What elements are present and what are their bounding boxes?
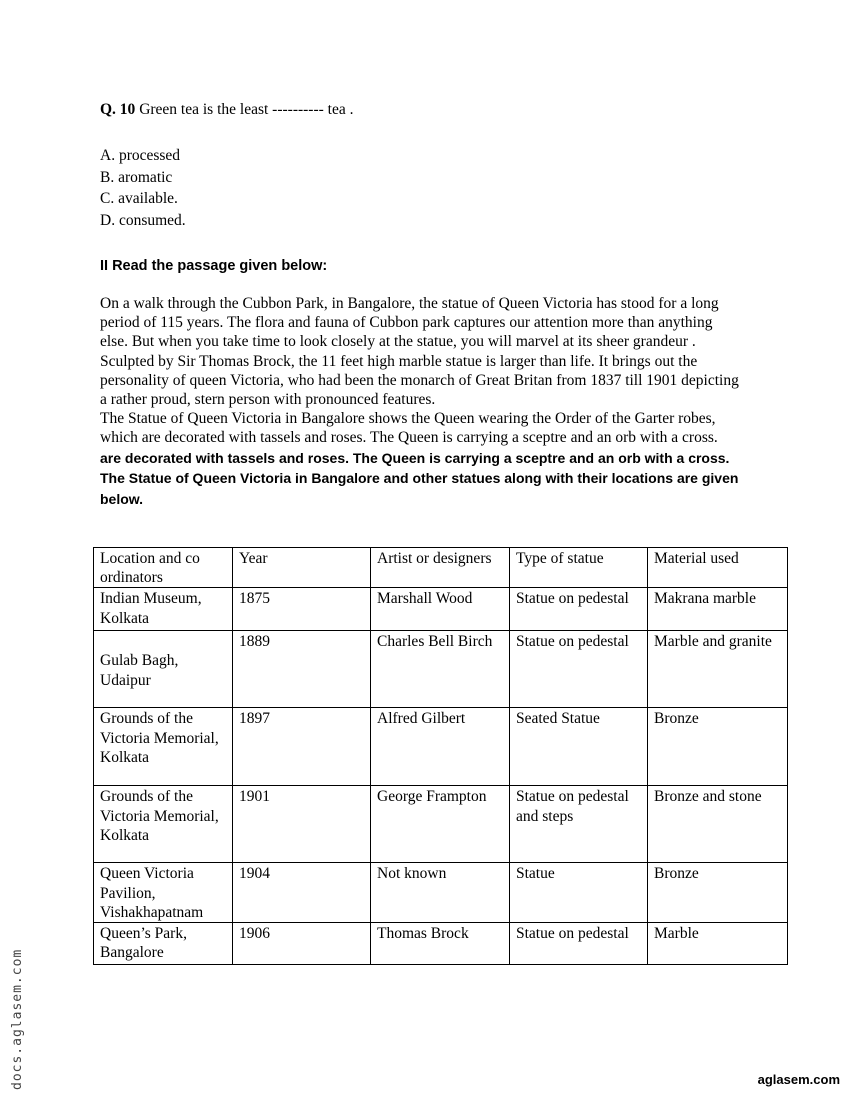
- option-c: C. available.: [100, 190, 178, 207]
- option-d: D. consumed.: [100, 211, 186, 229]
- table-row: [94, 588, 788, 631]
- cell-location: Indian Museum, Kolkata: [94, 588, 233, 631]
- side-watermark: docs.aglasem.com: [10, 948, 25, 1090]
- cell-location: Queen Victoria Pavilion, Vishakhapatnam: [94, 863, 233, 923]
- header-year: Year: [233, 548, 371, 588]
- cell-location: Grounds of the Victoria Memorial, Kolkata: [94, 786, 233, 863]
- question-number: Q. 10: [100, 101, 136, 118]
- cell-artist: Charles Bell Birch: [371, 631, 510, 708]
- table-row: [94, 863, 788, 923]
- section-heading: II Read the passage given below:: [100, 258, 328, 274]
- cell-type: Statue on pedestal: [510, 588, 648, 631]
- table-row: [94, 786, 788, 863]
- cell-year: 1906: [233, 923, 371, 965]
- cell-type: Statue: [510, 863, 648, 923]
- option-a: A. processed: [100, 147, 181, 164]
- footer-logo: aglasem.com: [757, 1072, 840, 1087]
- table-row: [94, 631, 788, 708]
- cell-year: 1904: [233, 863, 371, 923]
- cell-location: Grounds of the Victoria Memorial, Kolkata: [94, 708, 233, 786]
- cell-artist: Thomas Brock: [371, 923, 510, 965]
- answer-options: [100, 145, 186, 231]
- cell-year: 1875: [233, 588, 371, 631]
- table-row: [94, 923, 788, 965]
- cell-year: 1897: [233, 708, 371, 786]
- cell-artist: Alfred Gilbert: [371, 708, 510, 786]
- cell-material: Marble: [648, 923, 788, 965]
- cell-material: Makrana marble: [648, 588, 788, 631]
- cell-artist: Marshall Wood: [371, 588, 510, 631]
- header-material: Material used: [648, 548, 788, 588]
- cell-material: Bronze: [648, 863, 788, 923]
- cell-artist: George Frampton: [371, 786, 510, 863]
- cell-year: 1901: [233, 786, 371, 863]
- cell-material: Marble and granite: [648, 631, 788, 708]
- statues-table: [93, 547, 788, 965]
- cell-material: Bronze and stone: [648, 786, 788, 863]
- header-location: Location and co ordinators: [94, 548, 233, 588]
- passage-paragraph-2-text: The Statue of Queen Victoria in Bangalore shows the Queen wearing the Order of the Garter robes, which are decorated with tassels and roses. The Queen is carrying a sceptre and an orb with a cross.: [100, 410, 718, 447]
- cell-type: Statue on pedestal: [510, 631, 648, 708]
- cell-location: [94, 631, 233, 708]
- table-header-row: [94, 548, 788, 588]
- passage-paragraph-1: On a walk through the Cubbon Park, in Bangalore, the statue of Queen Victoria has stood for a long period of 115 years. The flora and fauna of Cubbon park captures our attention more than anything else. But when you take time to look closely at the statue, you will marvel at its sheer grandeur . Sculpted by Sir Thomas Brock, the 11 feet high marble statue is larger than life. It brings out the personality of queen Victoria, who had been the monarch of Great Britan from 1837 till 1901 depicting a rather proud, stern person with pronounced features.: [100, 295, 739, 409]
- table-row: [94, 708, 788, 786]
- cell-artist: Not known: [371, 863, 510, 923]
- cell-type: Statue on pedestal and steps: [510, 786, 648, 863]
- passage-paragraph-2: [100, 409, 740, 468]
- cell-location: Queen’s Park, Bangalore: [94, 923, 233, 965]
- cell-location-text: Gulab Bagh, Udaipur: [100, 652, 179, 689]
- header-artist: Artist or designers: [371, 548, 510, 588]
- option-b: B. aromatic: [100, 168, 173, 186]
- cell-type: Statue on pedestal: [510, 923, 648, 965]
- passage-paragraph-3: The Statue of Queen Victoria in Bangalore and other statues along with their locations are given below.: [100, 470, 739, 507]
- cell-material: Bronze: [648, 708, 788, 786]
- passage-paragraph-2-bold: are decorated with tassels and roses. The Queen is carrying a sceptre and an orb with a cross.: [100, 449, 730, 466]
- question-text: Green tea is the least ---------- tea .: [135, 101, 354, 118]
- header-type: Type of statue: [510, 548, 648, 588]
- cell-year: 1889: [233, 631, 371, 708]
- cell-type: Seated Statue: [510, 708, 648, 786]
- question-10: [100, 100, 780, 120]
- reading-passage: [100, 294, 740, 509]
